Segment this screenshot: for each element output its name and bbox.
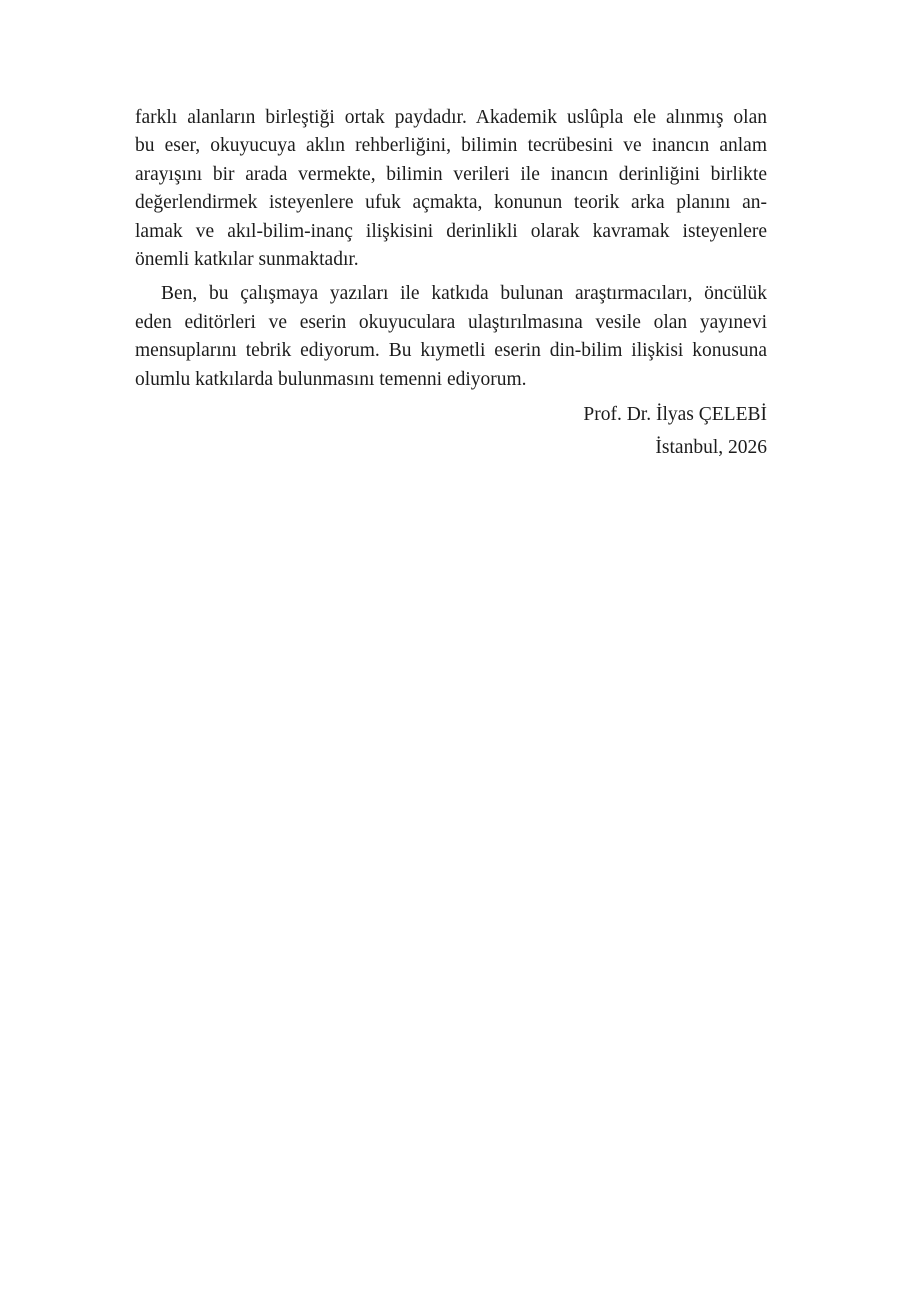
text-line: önemli katkılar sunmaktadır. (135, 248, 359, 270)
text-line: olumlu katkılarda bulunmasını temenni ediyorum. (135, 368, 527, 390)
text-line: farklı alanların birleştiği ortak paydadır. Akademik uslûpla ele alınmış olan (135, 107, 767, 128)
paragraph-1 (135, 104, 767, 274)
text-line: arayışını bir arada vermekte, bilimin verileri ile inancın derinliğini birlikte (135, 163, 767, 185)
text-line: Ben, bu çalışmaya yazıları ile katkıda bulunan araştırmacıları, öncülük (161, 283, 767, 305)
document-page (135, 104, 767, 464)
text-line: değerlendirmek isteyenlere ufuk açmakta, konunun teorik arka planını an- (135, 192, 767, 214)
text-line: mensuplarını tebrik ediyorum. Bu kıymetli eserin din-bilim ilişkisi konusuna (135, 340, 767, 362)
paragraph-2 (135, 280, 767, 394)
signature-place-date: İstanbul, 2026 (655, 436, 767, 458)
signature-name: Prof. Dr. İlyas ÇELEBİ (583, 403, 767, 425)
text-line: eden editörleri ve eserin okuyuculara ulaştırılmasına vesile olan yayınevi (135, 311, 767, 333)
text-line: bu eser, okuyucuya aklın rehberliğini, bilimin tecrübesini ve inancın anlam (135, 135, 767, 157)
text-line: lamak ve akıl-bilim-inanç ilişkisini derinlikli olarak kavramak isteyenlere (135, 220, 767, 242)
signature-block (135, 398, 767, 464)
